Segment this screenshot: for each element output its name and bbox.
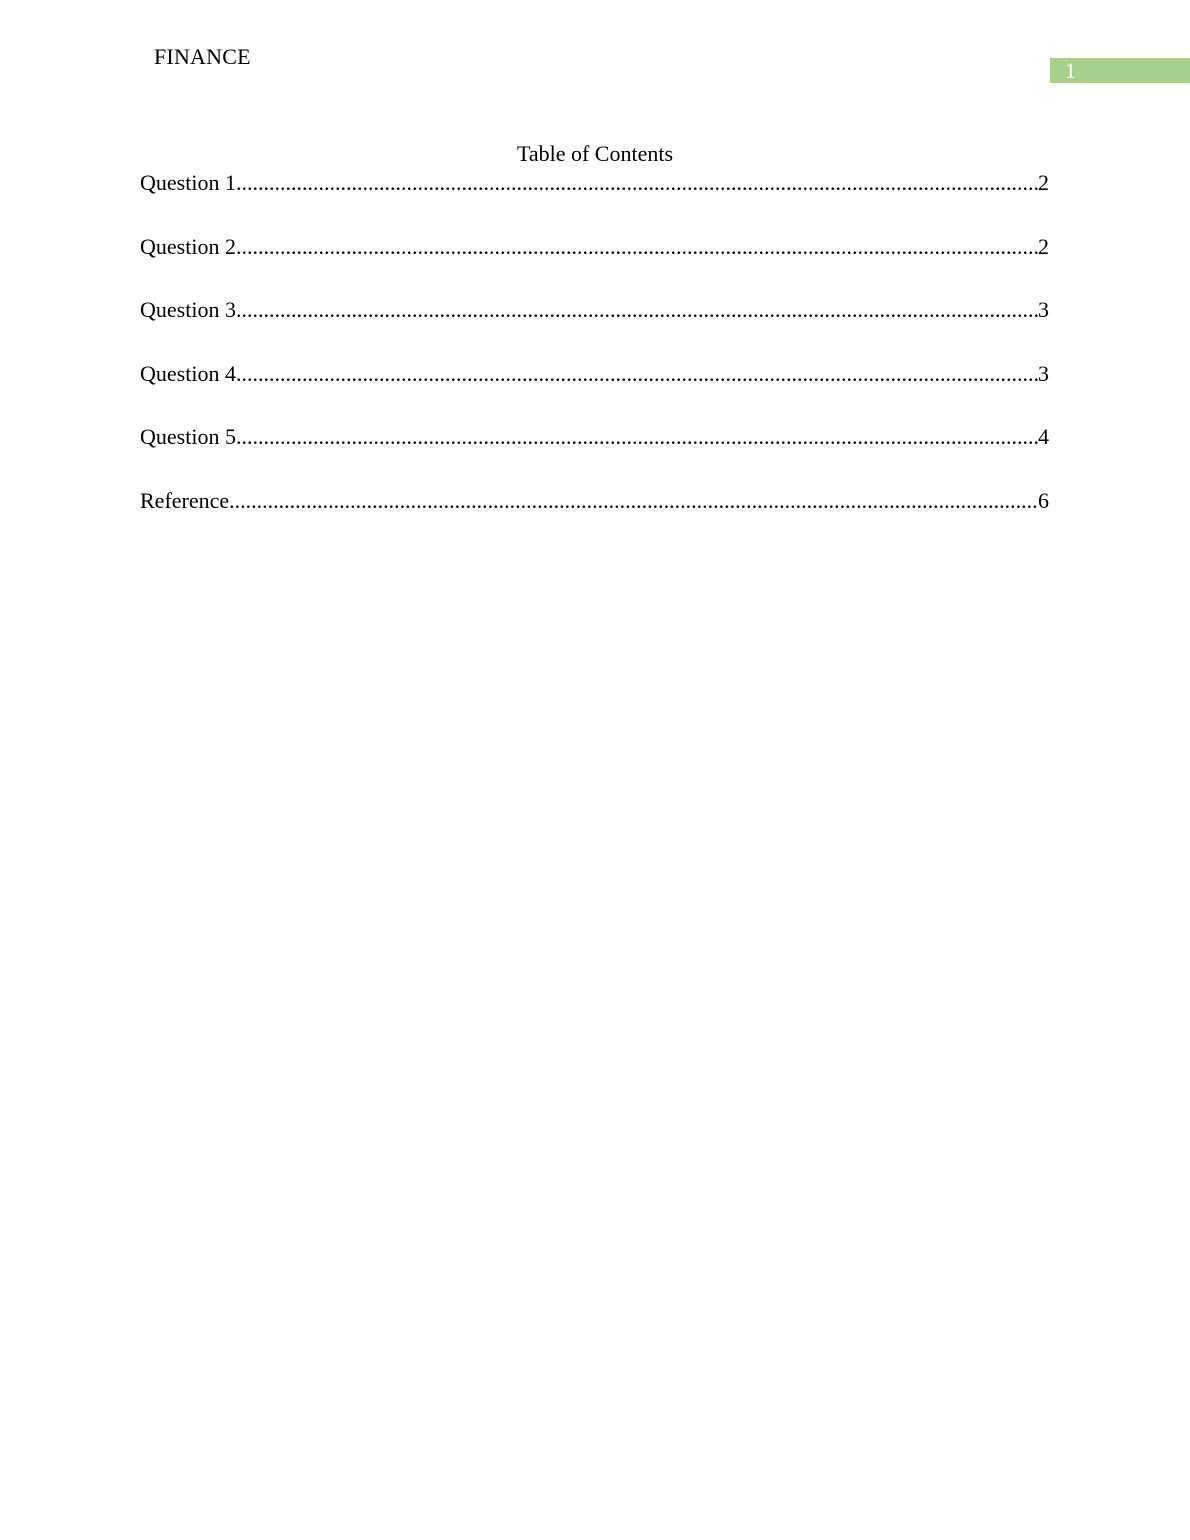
toc-entry-label: Question 2 [140,233,236,259]
dot-leader [236,233,1038,260]
toc-entry-question-3[interactable] [140,296,1049,323]
page-number-badge [1050,58,1190,83]
toc-entry-page: 3 [1038,297,1049,322]
toc-entry-label: Question 3 [140,297,236,322]
toc-entry-question-5[interactable] [140,423,1049,450]
page-number: 1 [1065,58,1076,83]
dot-leader [229,487,1038,514]
toc-entry-question-4[interactable] [140,360,1049,387]
running-header-title: FINANCE [154,44,251,69]
dot-leader [236,169,1038,196]
toc-entry-page: 2 [1038,233,1049,259]
dot-leader [236,296,1038,323]
toc-entry-reference[interactable] [140,487,1049,514]
toc-heading: Table of Contents [516,141,674,166]
table-of-contents [140,169,1049,550]
dot-leader [236,423,1038,450]
toc-entry-page: 2 [1038,170,1049,195]
toc-entry-question-1[interactable] [140,169,1049,196]
toc-entry-label: Question 5 [140,424,236,449]
toc-entry-label: Reference [140,487,230,513]
toc-entry-label: Question 4 [140,360,236,386]
toc-entry-page: 6 [1038,487,1049,513]
toc-entry-page: 3 [1038,360,1049,386]
toc-entry-page: 4 [1038,424,1049,449]
toc-entry-question-2[interactable] [140,233,1049,260]
toc-entry-label: Question 1 [140,170,236,195]
dot-leader [236,360,1038,387]
